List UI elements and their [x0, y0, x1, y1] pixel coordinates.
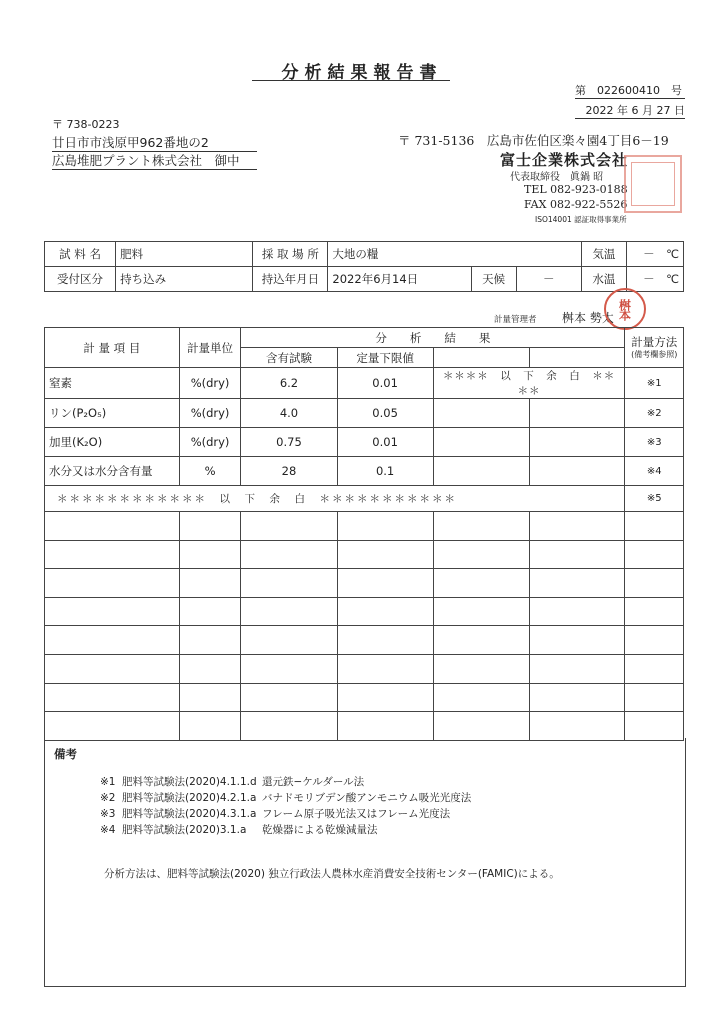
empty-cell: [179, 654, 241, 683]
empty-cell: [179, 512, 241, 541]
manager-name: 桝本 勢太: [562, 311, 614, 325]
note-method: 肥料等試験法(2020)3.1.a: [122, 824, 247, 836]
empty-cell: [241, 654, 337, 683]
note-desc: バナドモリブデン酸アンモニウム吸光光度法: [262, 792, 472, 804]
note-item: [100, 790, 471, 806]
bring-date: 2022年6月14日: [328, 267, 471, 292]
content-value: 28: [241, 457, 337, 486]
method-ref: ※3: [625, 428, 684, 457]
blank-marker: ＊＊＊＊ 以 下 余 白 ＊＊＊＊: [433, 368, 625, 399]
note-method: 肥料等試験法(2020)4.3.1.a: [122, 808, 257, 820]
table-row: [45, 486, 684, 512]
empty-cell: [433, 626, 529, 655]
empty-cell: [625, 626, 684, 655]
empty-cell: [529, 540, 625, 569]
empty-cell: [625, 512, 684, 541]
empty-cell: [241, 540, 337, 569]
note-desc: 乾燥器による乾燥減量法: [262, 824, 378, 836]
empty-cell: [241, 512, 337, 541]
content-value: 6.2: [241, 368, 337, 399]
manager-seal-text: 桝本: [617, 299, 632, 319]
empty-cell: [45, 712, 180, 741]
empty-cell: [625, 712, 684, 741]
empty-cell: [241, 597, 337, 626]
limit-value: 0.01: [337, 428, 433, 457]
method-ref: ※4: [625, 457, 684, 486]
note-method: 肥料等試験法(2020)4.1.1.d: [122, 776, 257, 788]
empty-cell: [45, 626, 180, 655]
table-row: [45, 368, 684, 399]
empty-cell: [337, 683, 433, 712]
empty-cell: [337, 540, 433, 569]
empty-cell: [529, 457, 625, 486]
empty-cell: [45, 654, 180, 683]
header-method: [625, 328, 684, 368]
content-value: 0.75: [241, 428, 337, 457]
document-date: 2022 年 6 月 27 日: [575, 102, 685, 119]
manager-seal: [604, 288, 646, 330]
blank-marker-row: ＊＊＊＊＊＊＊＊＊＊＊＊ 以 下 余 白 ＊＊＊＊＊＊＊＊＊＊＊: [45, 486, 625, 512]
results-table: [44, 327, 684, 741]
header-unit: 計量単位: [179, 328, 241, 368]
empty-cell: [241, 712, 337, 741]
note-ref: ※1: [100, 776, 116, 788]
table-row: [45, 654, 684, 683]
empty-cell: [529, 512, 625, 541]
sample-name-label: 試 料 名: [45, 242, 116, 267]
empty-cell: [529, 712, 625, 741]
item-name: リン(P₂O₅): [45, 399, 180, 428]
recipient-name: 広島堆肥プラント株式会社 御中: [52, 151, 257, 170]
method-ref: ※1: [625, 368, 684, 399]
header-analysis: 分 析 結 果: [241, 328, 625, 348]
weather-label: 天候: [471, 267, 516, 292]
limit-value: 0.1: [337, 457, 433, 486]
manager-label: 計量管理者: [494, 315, 537, 325]
document-title: 分析結果報告書: [281, 63, 443, 83]
header-method-label: 計量方法: [631, 334, 678, 349]
issuer-tel: TEL 082-923-0188: [524, 183, 628, 196]
item-unit: %: [179, 457, 241, 486]
empty-cell: [433, 654, 529, 683]
table-row: [45, 428, 684, 457]
empty-cell: [433, 683, 529, 712]
item-unit: %(dry): [179, 399, 241, 428]
empty-cell: [433, 457, 529, 486]
empty-cell: [433, 597, 529, 626]
empty-cell: [337, 712, 433, 741]
empty-cell: [433, 512, 529, 541]
recipient-address: 廿日市市浅原甲962番地の2: [52, 133, 257, 152]
table-row: [45, 399, 684, 428]
header-blank-1: [433, 348, 529, 368]
note-method: 肥料等試験法(2020)4.2.1.a: [122, 792, 257, 804]
table-row: [45, 569, 684, 598]
empty-cell: [433, 540, 529, 569]
empty-cell: [45, 512, 180, 541]
empty-cell: [529, 597, 625, 626]
air-temp: － ℃: [626, 242, 683, 267]
empty-cell: [433, 399, 529, 428]
issuer-fax: FAX 082-922-5526: [524, 198, 628, 211]
header-item: 計 量 項 目: [45, 328, 180, 368]
empty-cell: [529, 626, 625, 655]
table-row: [45, 457, 684, 486]
table-row: [45, 597, 684, 626]
empty-cell: [337, 654, 433, 683]
item-name: 加里(K₂O): [45, 428, 180, 457]
empty-cell: [433, 569, 529, 598]
empty-cell: [45, 569, 180, 598]
table-row: [45, 712, 684, 741]
note-desc: 還元鉄−ケルダール法: [262, 776, 365, 788]
notes-list: [100, 774, 471, 838]
item-name: 水分又は水分含有量: [45, 457, 180, 486]
limit-value: 0.01: [337, 368, 433, 399]
sampling-place: 大地の糧: [328, 242, 581, 267]
table-row: [45, 626, 684, 655]
empty-cell: [625, 540, 684, 569]
empty-cell: [241, 569, 337, 598]
empty-cell: [433, 712, 529, 741]
empty-cell: [179, 712, 241, 741]
note-desc: フレーム原子吸光法又はフレーム光度法: [262, 808, 451, 820]
empty-cell: [337, 626, 433, 655]
header-blank-2: [529, 348, 625, 368]
title-underline: [252, 80, 450, 81]
empty-cell: [529, 569, 625, 598]
empty-cell: [529, 654, 625, 683]
note-ref: ※2: [100, 792, 116, 804]
empty-cell: [625, 683, 684, 712]
empty-cell: [529, 683, 625, 712]
sample-name: 肥料: [116, 242, 253, 267]
empty-cell: [433, 428, 529, 457]
empty-cell: [179, 569, 241, 598]
empty-cell: [179, 683, 241, 712]
water-temp: － ℃: [626, 267, 683, 292]
method-ref: ※2: [625, 399, 684, 428]
empty-cell: [625, 654, 684, 683]
empty-cell: [45, 597, 180, 626]
item-unit: %(dry): [179, 368, 241, 399]
empty-cell: [179, 540, 241, 569]
document-number: 第 022600410 号: [575, 82, 685, 99]
reception: 持ち込み: [116, 267, 253, 292]
recipient-postal: 〒 738-0223: [52, 118, 120, 131]
empty-cell: [179, 597, 241, 626]
note-item: [100, 806, 471, 822]
empty-cell: [241, 683, 337, 712]
reception-label: 受付区分: [45, 267, 116, 292]
header-method-note: (備考欄参照): [631, 349, 678, 359]
weather: －: [516, 267, 581, 292]
method-ref: ※5: [625, 486, 684, 512]
empty-cell: [529, 399, 625, 428]
empty-cell: [45, 683, 180, 712]
table-row: [45, 683, 684, 712]
item-unit: %(dry): [179, 428, 241, 457]
note-ref: ※4: [100, 824, 116, 836]
empty-cell: [529, 428, 625, 457]
empty-cell: [337, 512, 433, 541]
content-value: 4.0: [241, 399, 337, 428]
table-row: [45, 512, 684, 541]
issuer-address: 〒 731-5136 広島市佐伯区楽々園4丁目6－19: [398, 133, 669, 148]
note-item: [100, 822, 471, 838]
notes-footer: 分析方法は、肥料等試験法(2020) 独立行政法人農林水産消費安全技術センター(FAMIC)による。: [104, 868, 560, 880]
issuer-company: 富士企業株式会社: [500, 151, 629, 169]
header-content: 含有試験: [241, 348, 337, 368]
issuer-representative: 代表取締役 眞鍋 昭: [510, 172, 604, 183]
note-item: [100, 774, 471, 790]
header-limit: 定量下限値: [337, 348, 433, 368]
limit-value: 0.05: [337, 399, 433, 428]
company-seal: [624, 155, 682, 213]
issuer-iso: ISO14001 認証取得事業所: [535, 215, 627, 224]
water-temp-label: 水温: [581, 267, 626, 292]
item-name: 窒素: [45, 368, 180, 399]
sample-info-table: [44, 241, 684, 292]
sampling-place-label: 採 取 場 所: [253, 242, 328, 267]
notes-label: 備考: [54, 747, 77, 761]
bring-date-label: 持込年月日: [253, 267, 328, 292]
empty-cell: [45, 540, 180, 569]
empty-cell: [337, 569, 433, 598]
air-temp-label: 気温: [581, 242, 626, 267]
note-ref: ※3: [100, 808, 116, 820]
empty-cell: [625, 597, 684, 626]
empty-cell: [337, 597, 433, 626]
empty-cell: [625, 569, 684, 598]
empty-cell: [179, 626, 241, 655]
empty-cell: [241, 626, 337, 655]
table-row: [45, 540, 684, 569]
